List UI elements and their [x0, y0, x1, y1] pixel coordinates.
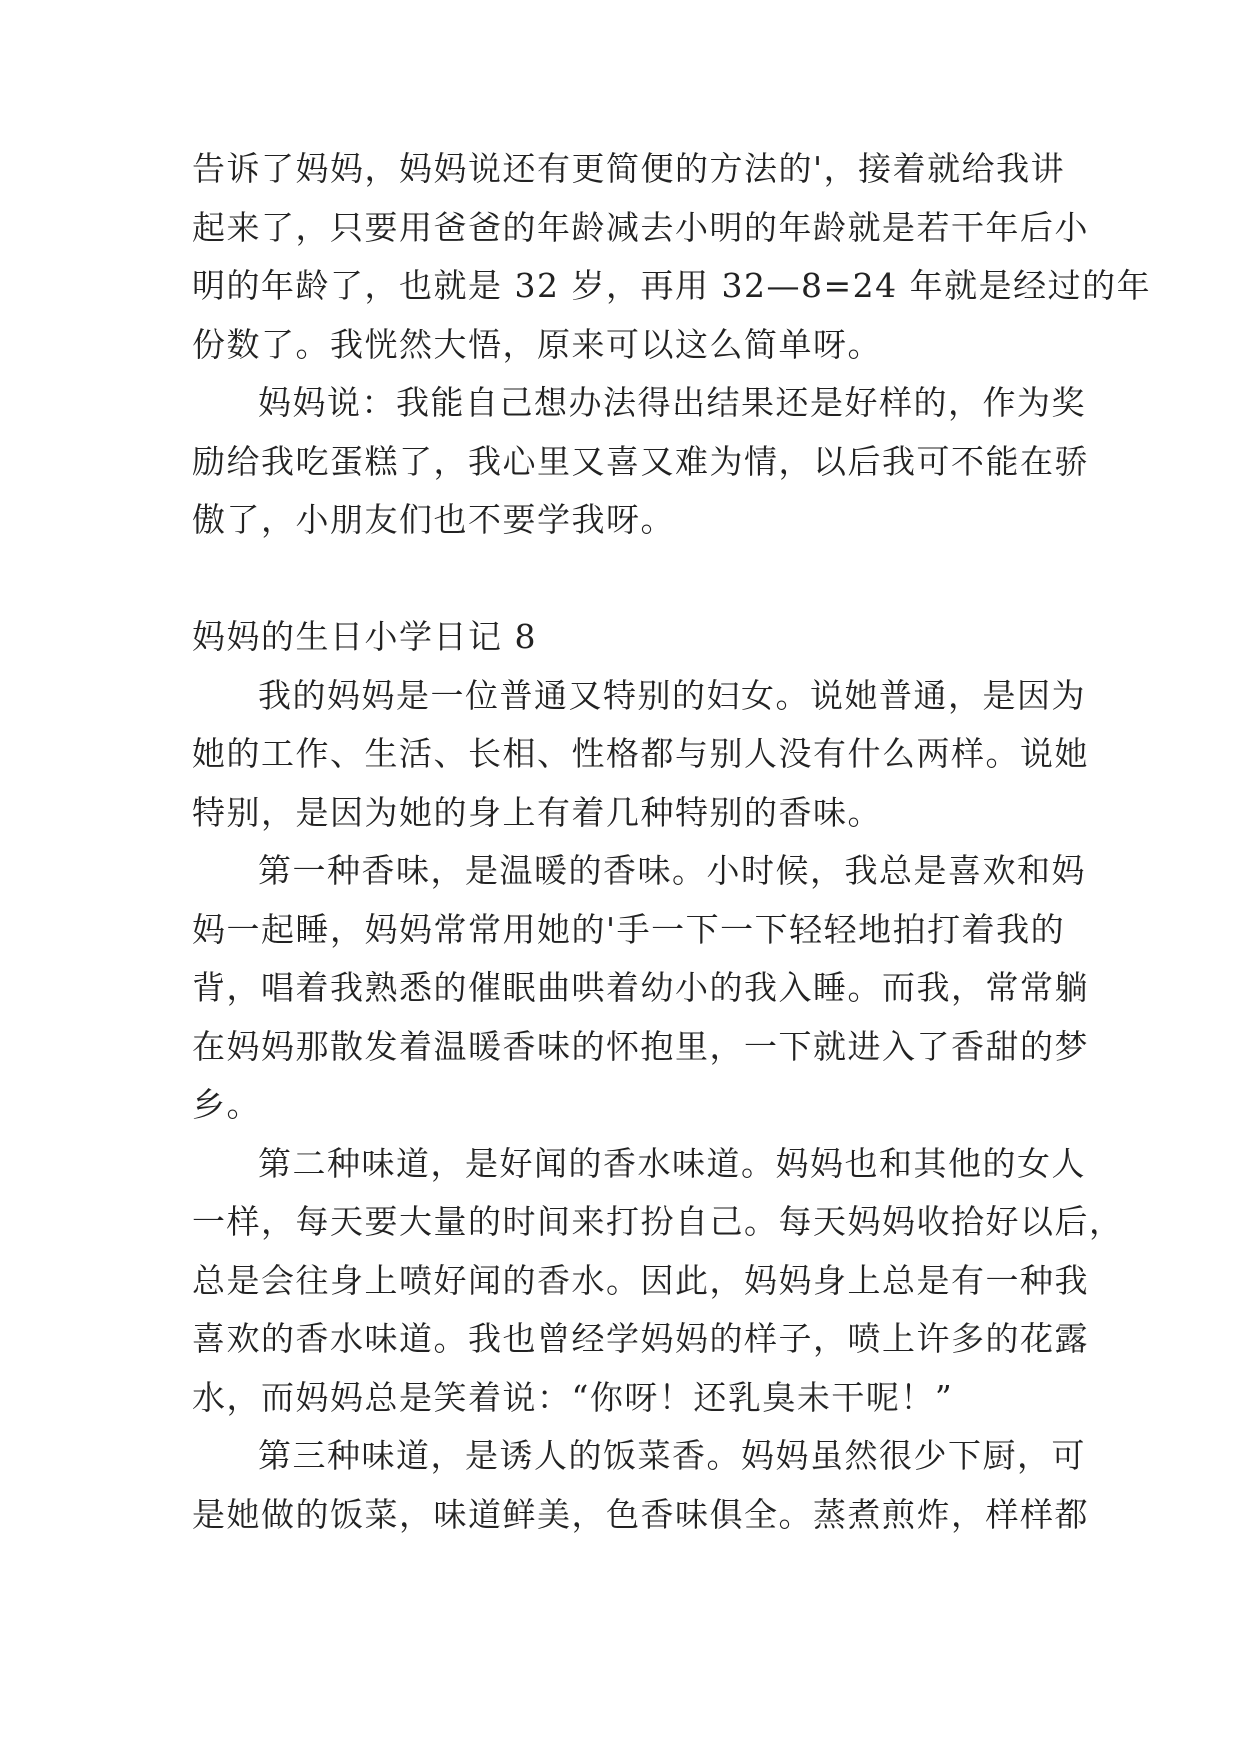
- paragraph: [192, 1427, 1089, 1544]
- text-line: 妈妈说：我能自己想办法得出结果还是好样的，作为奖: [258, 383, 1086, 422]
- paragraph: [192, 140, 1152, 374]
- text-line: 是她做的饭菜，味道鲜美，色香味俱全。蒸煮煎炸，样样都: [192, 1494, 1089, 1534]
- text-line: 我的妈妈是一位普通又特别的妇女。说她普通，是因为: [258, 675, 1086, 715]
- text-line: 喜欢的香水味道。我也曾经学妈妈的样子，喷上许多的花露: [192, 1319, 1089, 1358]
- text-line: 第二种味道，是好闻的香水味道。妈妈也和其他的女人: [258, 1143, 1086, 1183]
- text-line: 告诉了妈妈，妈妈说还有更简便的方法的'，接着就给我讲: [192, 149, 1066, 188]
- text-line: 第三种味道，是诱人的饭菜香。妈妈虽然很少下厨，可: [258, 1436, 1086, 1475]
- text-line: 傲了，小朋友们也不要学我呀。: [192, 500, 675, 539]
- text-line: 她的工作、生活、长相、性格都与别人没有什么两样。说她: [192, 734, 1089, 773]
- text-line: 水，而妈妈总是笑着说：“你呀！还乳臭未干呢！”: [192, 1377, 954, 1417]
- text-line: 第一种香味，是温暖的香味。小时候，我总是喜欢和妈: [258, 851, 1086, 890]
- text-line: 在妈妈那散发着温暖香味的怀抱里，一下就进入了香甜的梦: [192, 1026, 1089, 1066]
- document-page: [192, 140, 1152, 1544]
- text-line: 总是会往身上喷好闻的香水。因此，妈妈身上总是有一种我: [192, 1260, 1089, 1300]
- paragraph: [192, 1135, 1124, 1428]
- text-line: 起来了，只要用爸爸的年龄减去小明的年龄就是若干年后小: [192, 207, 1089, 247]
- text-line: 妈一起睡，妈妈常常用她的'手一下一下轻轻地拍打着我的: [192, 909, 1066, 949]
- section-title: 妈妈的生日小学日记 8: [192, 617, 537, 656]
- text-line: 乡。: [192, 1085, 261, 1124]
- text-line: 份数了。我恍然大悟，原来可以这么简单呀。: [192, 324, 882, 364]
- paragraph: [192, 667, 1089, 843]
- text-line: 背，唱着我熟悉的催眠曲哄着幼小的我入睡。而我，常常躺: [192, 968, 1089, 1007]
- text-line: 特别，是因为她的身上有着几种特别的香味。: [192, 792, 882, 832]
- paragraph: [192, 374, 1089, 550]
- text-line: 一样，每天要大量的时间来打扮自己。每天妈妈收拾好以后，: [192, 1202, 1124, 1241]
- section-spacer: [192, 550, 1052, 609]
- text-line: 励给我吃蛋糕了，我心里又喜又难为情，以后我可不能在骄: [192, 441, 1089, 481]
- paragraph: [192, 842, 1089, 1135]
- text-line: 明的年龄了，也就是 32 岁，再用 32—8=24 年就是经过的年: [192, 266, 1152, 305]
